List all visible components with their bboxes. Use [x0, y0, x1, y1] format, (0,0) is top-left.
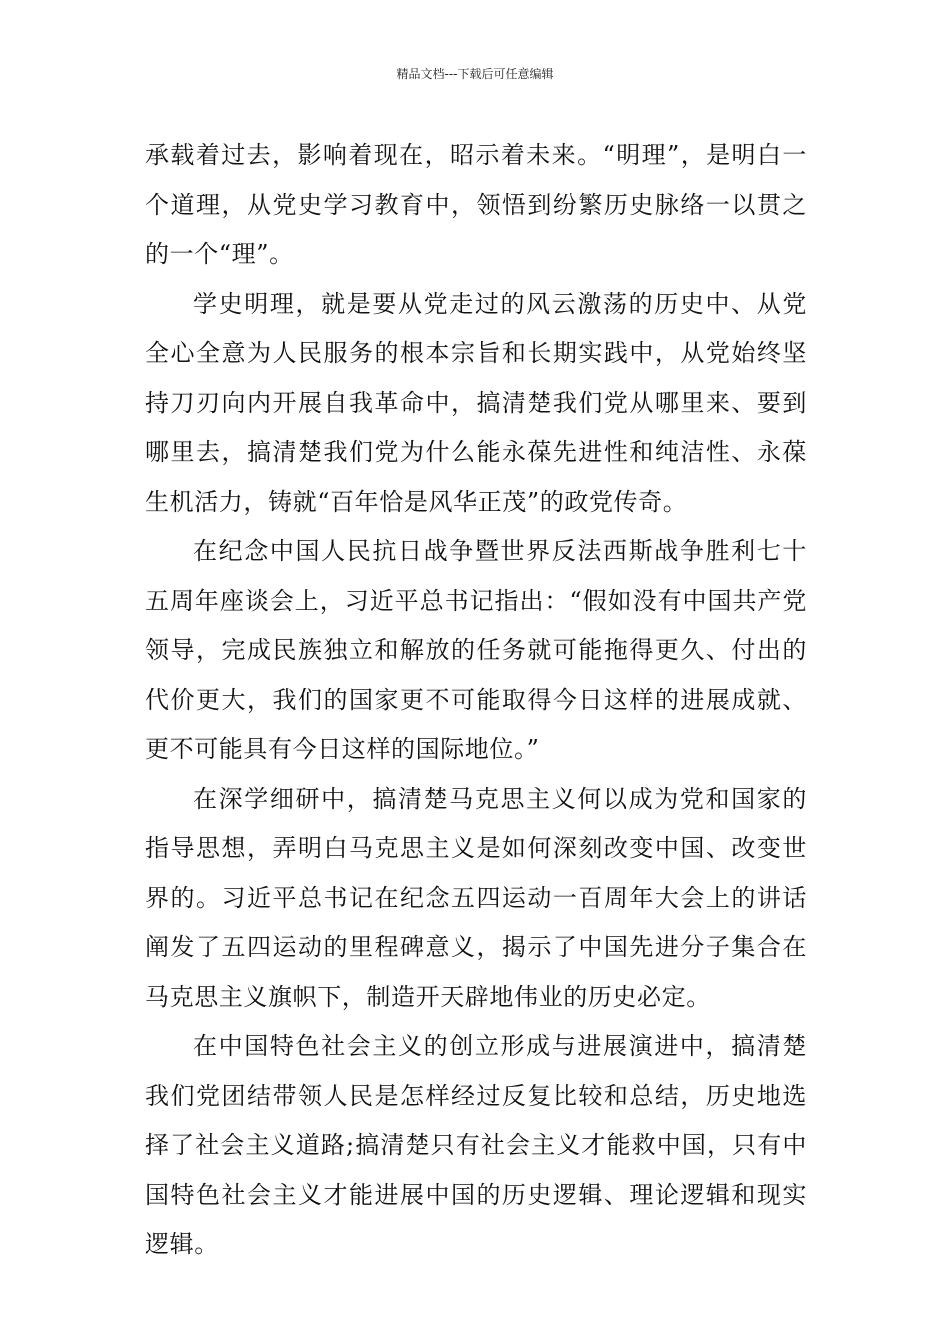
page-header: 精品文档---下载后可任意编辑: [396, 67, 554, 81]
paragraph-5: 在中国特色社会主义的创立形成与进展演进中，搞清楚我们党团结带领人民是怎样经过反复比较和总结，历史地选择了社会主义道路;搞清楚只有社会主义才能救中国，只有中国特色社会主义才能进展中国的历史逻辑、理论逻辑和现实逻辑。: [145, 1032, 807, 1258]
document-body: [145, 131, 807, 1270]
paragraph-1: 承载着过去，影响着现在，昭示着未来。“明理”，是明白一个道理，从党史学习教育中，领悟到纷繁历史脉络一以贯之的一个“理”。: [145, 141, 807, 268]
paragraph-4: 在深学细研中，搞清楚马克思主义何以成为党和国家的指导思想，弄明白马克思主义是如何深刻改变中国、改变世界的。习近平总书记在纪念五四运动一百周年大会上的讲话阐发了五四运动的里程碑意义，揭示了中国先进分子集合在马克思主义旗帜下，制造开天辟地伟业的历史必定。: [145, 784, 807, 1011]
paragraph-2: 学史明理，就是要从党走过的风云激荡的历史中、从党全心全意为人民服务的根本宗旨和长期实践中，从党始终坚持刀刃向内开展自我革命中，搞清楚我们党从哪里来、要到哪里去，搞清楚我们党为什么能永葆先进性和纯洁性、永葆生机活力，铸就“百年恰是风华正茂”的政党传奇。: [145, 289, 807, 516]
paragraph-3: 在纪念中国人民抗日战争暨世界反法西斯战争胜利七十五周年座谈会上，习近平总书记指出：“假如没有中国共产党领导，完成民族独立和解放的任务就可能拖得更久、付出的代价更大，我们的国家更不可能取得今日这样的进展成就、更不可能具有今日这样的国际地位。”: [145, 537, 807, 763]
